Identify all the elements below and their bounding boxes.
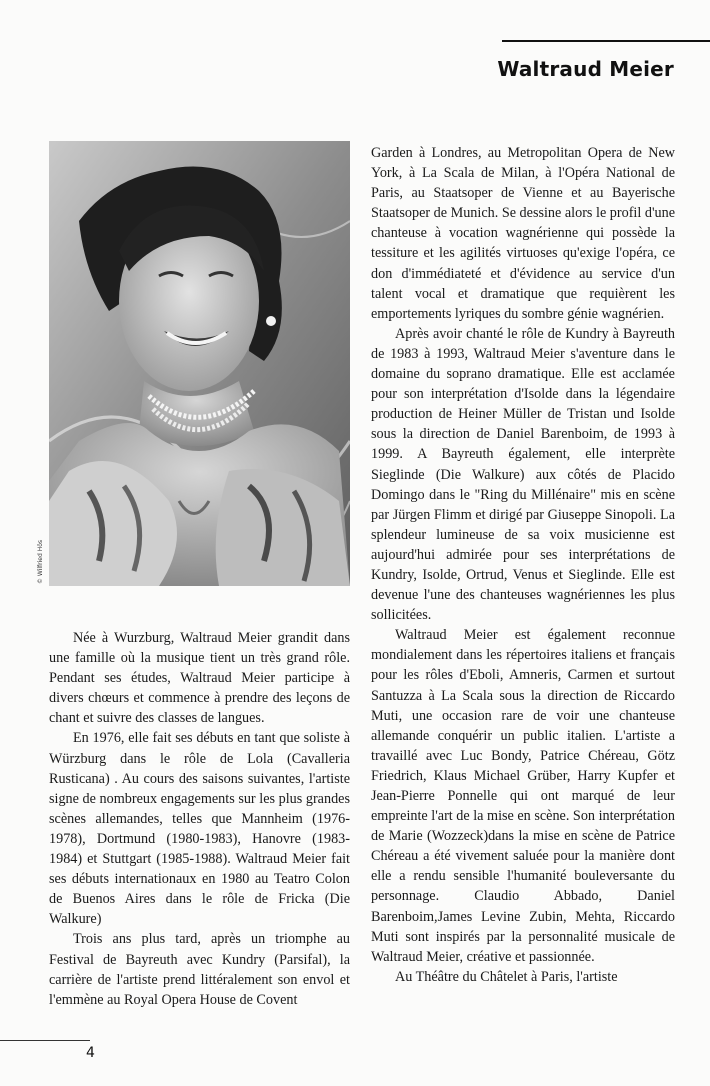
paragraph: Trois ans plus tard, après un triomphe au Festival de Bayreuth avec Kundry (Parsifal), la carrière de l'artiste prend littéralement son envol et l'emmène au Royal Opera House de Covent: [49, 931, 350, 1008]
page-number: 4: [86, 1045, 95, 1061]
footer-rule: [0, 1040, 90, 1041]
paragraph: Après avoir chanté le rôle de Kundry à Bayreuth de 1983 à 1993, Waltraud Meier s'aventure dans le domaine du soprano dramatique. Elle est acclamée pour son interprétation d'Isolde dans la légendaire production de Heiner Müller de Tristan und Isolde sous la direction de Daniel Barenboim, de 1993 à 1999. A Bayreuth également, elle interprète Sieglinde (Die Walkure) aux côtés de Placido Domingo dans le "Ring du Millénaire" mis en scène par Jürgen Flimm et dirigé par Giuseppe Sinopoli. La splendeur lumineuse de sa voix musicienne est aujourd'hui admirée pour ses interprétations de Kundry, Isolde, Ortrud, Venus et Sieglinde. Elle est devenue l'une des chanteuses wagnériennes les plus sollicitées.: [371, 325, 675, 624]
page-title: Waltraud Meier: [497, 57, 674, 81]
portrait-image: [49, 141, 350, 586]
paragraph: Née à Wurzburg, Waltraud Meier grandit dans une famille où la musique tient un très grand rôle. Pendant ses études, Waltraud Meier participe à divers chœurs et commence à prendre des leçons de chant et suivre des classes de langues.: [49, 630, 350, 727]
paragraph: En 1976, elle fait ses débuts en tant que soliste à Würzburg dans le rôle de Lola (Cavalleria Rusticana) . Au cours des saisons suivantes, l'artiste signe de nombreux engagements sur les plus grandes scènes allemandes, telles que Mannheim (1976-1978), Dortmund (1980-1983), Hanovre (1983-1984) et Stuttgart (1985-1988). Waltraud Meier fait ses débuts internationaux en 1980 au Teatro Colon de Buenos Aires dans le rôle de Fricka (Die Walkure): [49, 730, 350, 928]
header-rule: [502, 40, 710, 42]
right-column: [371, 143, 675, 987]
photo-credit: © Wilfried Hös: [37, 539, 44, 584]
paragraph: Garden à Londres, au Metropolitan Opera de New York, à La Scala de Milan, à l'Opéra National de Paris, au Staatsoper de Vienne et au Bayerische Staatsoper de Munich. Se dessine alors le profil d'une chanteuse à vocation wagnérienne qui possède la tessiture et les agilités virtuoses qu'exige l'opéra, ce don d'immédiateté et d'évidence au service d'un talent vocal et dramatique que requièrent les emportements lyriques du sombre génie wagnérien.: [371, 145, 675, 322]
paragraph: Au Théâtre du Châtelet à Paris, l'artiste: [395, 968, 618, 985]
left-column: [49, 628, 350, 1010]
paragraph: Waltraud Meier est également reconnue mondialement dans les répertoires italiens et français pour les rôles d'Eboli, Amneris, Carmen et surtout Santuzza à La Scala sous la direction de Riccardo Muti, une occasion rare de voir une chanteuse allemande conquérir un public italien. L'artiste a travaillé avec Luc Bondy, Patrice Chéreau, Götz Friedrich, Klaus Michael Grüber, Harry Kupfer et Jean-Pierre Ponnelle qui ont marqué de leur empreinte l'art de la mise en scène. Son interprétation de Marie (Wozzeck)dans la mise en scène de Patrice Chéreau a été vivement saluée pour la manière dont elle a rendu sensible l'humanité bouleversante du personnage. Claudio Abbado, Daniel Barenboim,James Levine Zubin, Mehta, Riccardo Muti sont inspirés par la personnalité musicale de Waltraud Meier, créative et passionnée.: [371, 627, 675, 965]
portrait-photo: [49, 141, 350, 586]
